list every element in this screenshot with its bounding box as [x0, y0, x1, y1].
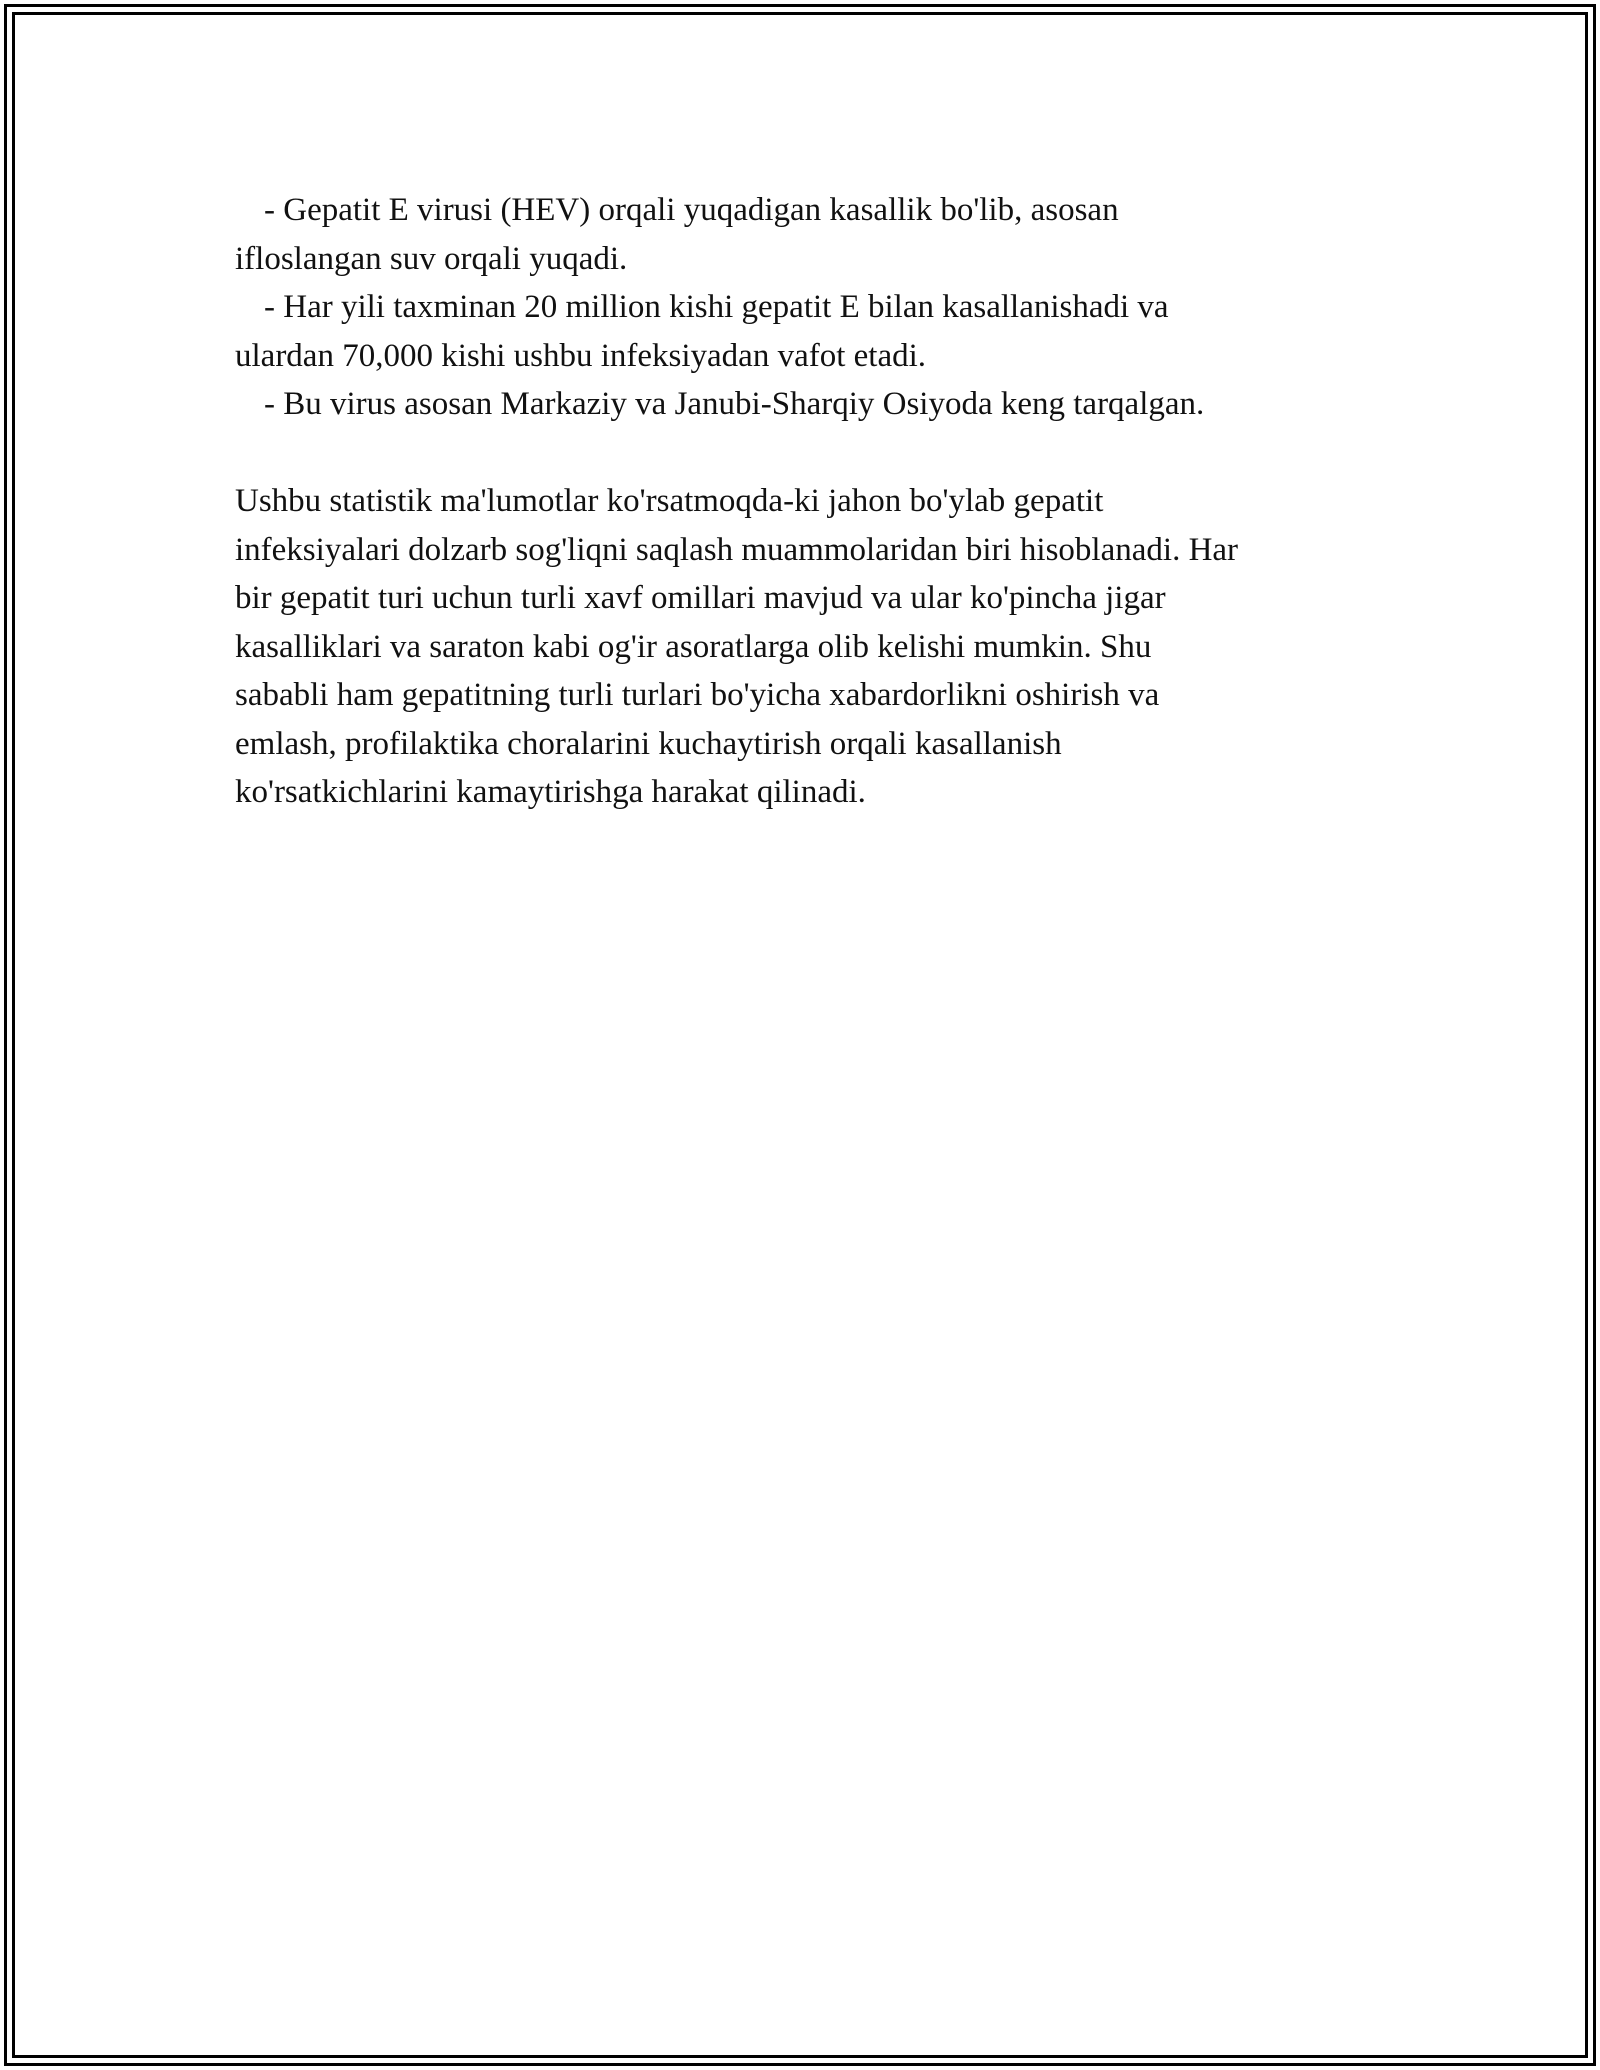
bullet-continuation-line: ulardan 70,000 kishi ushbu infeksiyadan vafot etadi. [235, 337, 927, 374]
bullet-list [235, 186, 1365, 429]
bullet-line: - Gepatit E virusi (HEV) orqali yuqadigan kasallik bo'lib, asosan [264, 192, 1119, 228]
bullet-item [235, 283, 1365, 380]
paragraph-spacer [235, 429, 1365, 478]
body-paragraph [235, 477, 1365, 817]
paragraph-line: emlash, profilaktika choralarini kuchaytirish orqali kasallanish [235, 725, 1062, 762]
paragraph-line: ko'rsatkichlarini kamaytirishga harakat qilinadi. [235, 774, 866, 810]
bullet-line: - Har yili taxminan 20 million kishi gepatit E bilan kasallanishadi va [264, 289, 1169, 325]
bullet-line: - Bu virus asosan Markaziy va Janubi-Sharqiy Osiyoda keng tarqalgan. [264, 386, 1205, 422]
paragraph-line: sababli ham gepatitning turli turlari bo'yicha xabardorlikni oshirish va [235, 677, 1160, 713]
paragraph-line: infeksiyalari dolzarb sog'liqni saqlash muammolaridan biri hisoblanadi. Har [235, 531, 1239, 568]
paragraph-line: kasalliklari va saraton kabi og'ir asoratlarga olib kelishi mumkin. Shu [235, 628, 1152, 665]
document-body [235, 186, 1365, 817]
bullet-item [235, 380, 1365, 429]
bullet-item [235, 186, 1365, 283]
paragraph-line: bir gepatit turi uchun turli xavf omillari mavjud va ular ko'pincha jigar [235, 580, 1166, 616]
paragraph-line: Ushbu statistik ma'lumotlar ko'rsatmoqda-ki jahon bo'ylab gepatit [235, 483, 1104, 519]
bullet-continuation-line: ifloslangan suv orqali yuqadi. [235, 240, 628, 277]
